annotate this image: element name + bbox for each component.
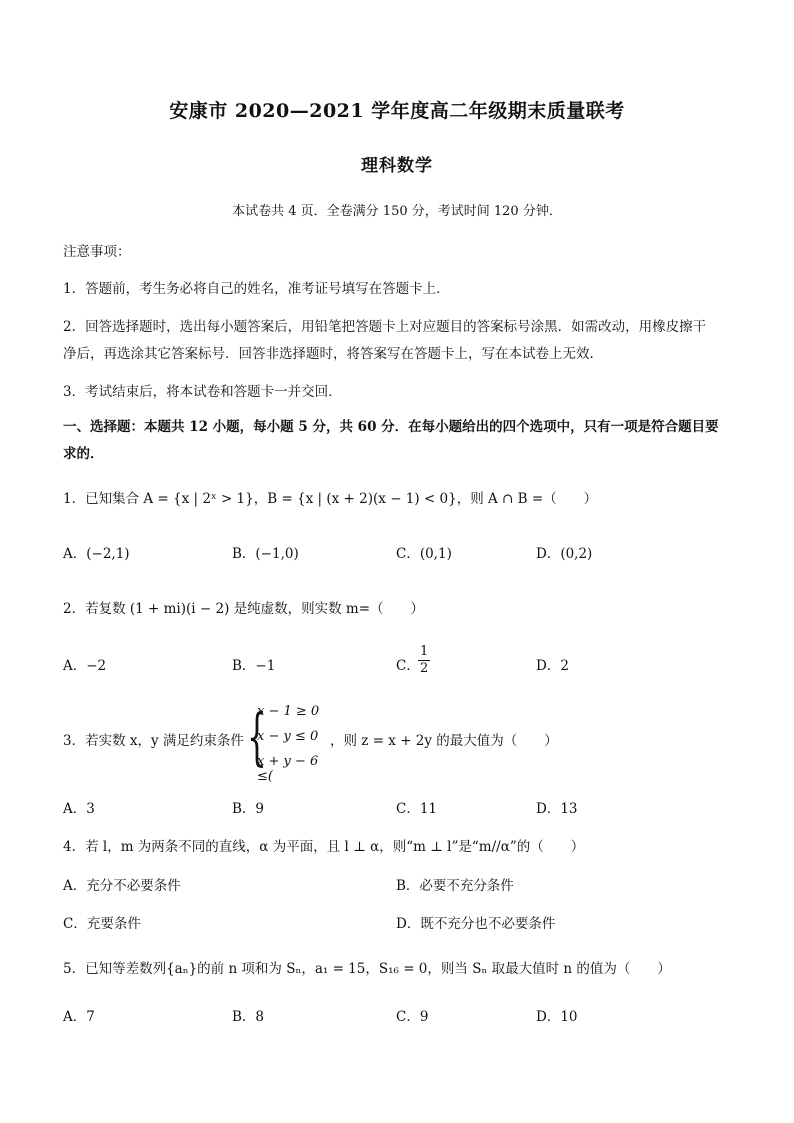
question-5-option-c: C．9 — [396, 1009, 429, 1025]
question-3-option-b: B．9 — [232, 801, 265, 817]
question-3-option-a: A．3 — [63, 801, 95, 817]
question-3-option-d: D．13 — [536, 801, 578, 817]
fraction-numerator: 1 — [420, 644, 429, 659]
exam-info: 本试卷共 4 页．全卷满分 150 分，考试时间 120 分钟． — [232, 204, 562, 219]
question-3-prefix: 3．若实数 x，y 满足约束条件 — [63, 733, 244, 749]
section-heading-line-2: 求的． — [63, 446, 104, 462]
question-4-option-d: D．既不充分也不必要条件 — [396, 916, 556, 932]
question-2-option-a: A．−2 — [63, 658, 107, 674]
question-3-option-c: C．11 — [396, 801, 438, 817]
question-3-suffix: ，则 z = x + 2y 的最大值为（ ） — [330, 733, 558, 749]
question-2-option-d: D．2 — [536, 658, 569, 674]
question-1-option-c: C．(0,1) — [396, 546, 452, 562]
notes-item-3: 3．考试结束后，将本试卷和答题卡一并交回． — [63, 384, 342, 400]
exam-title: 安康市 2020—2021 学年度高二年级期末质量联考 — [169, 100, 625, 122]
fraction-denominator: 2 — [420, 661, 429, 676]
question-1-option-a: A．(−2,1) — [63, 546, 130, 562]
constraint-1: x − 1 ≥ 0 — [257, 704, 320, 719]
constraint-system — [247, 698, 327, 784]
notes-item-1: 1．答题前，考生务必将自己的姓名，准考证号填写在答题卡上． — [63, 281, 450, 297]
question-5-option-a: A．7 — [63, 1009, 95, 1025]
question-2-option-c-fraction — [418, 644, 430, 677]
question-1-option-d: D．(0,2) — [536, 546, 593, 562]
question-5-option-b: B．8 — [232, 1009, 265, 1025]
notes-item-2-line-1: 2．回答选择题时，选出每小题答案后，用铅笔把答题卡上对应题目的答案标号涂黑．如需改动，用橡皮擦干 — [63, 319, 707, 335]
question-2-option-c: C． — [396, 658, 420, 674]
question-4-option-c: C．充要条件 — [63, 916, 141, 932]
exam-subject: 理科数学 — [361, 156, 433, 176]
question-5-stem: 5．已知等差数列{aₙ}的前 n 项和为 Sₙ，a₁ = 15，S₁₆ = 0，则当 Sₙ 取最大值时 n 的值为（ ） — [63, 961, 671, 977]
question-2-stem: 2．若复数 (1 + mi)(i − 2) 是纯虚数，则实数 m=（ ） — [63, 601, 425, 617]
left-brace-icon: { — [247, 700, 267, 773]
constraint-3: x + y − 6 ≤( — [257, 754, 319, 784]
question-4-option-a: A．充分不必要条件 — [63, 878, 181, 894]
notes-heading: 注意事项： — [63, 244, 131, 260]
question-4-stem: 4．若 l，m 为两条不同的直线，α 为平面，且 l ⊥ α，则“m ⊥ l”是“m//α”的（ ） — [63, 839, 585, 855]
question-1-option-b: B．(−1,0) — [232, 546, 299, 562]
constraint-2: x − y ≤ 0 — [257, 729, 319, 744]
question-4-option-b: B．必要不充分条件 — [396, 878, 514, 894]
question-2-option-b: B．−1 — [232, 658, 276, 674]
question-5-option-d: D．10 — [536, 1009, 578, 1025]
notes-item-2-line-2: 净后，再选涂其它答案标号．回答非选择题时，将答案写在答题卡上，写在本试卷上无效． — [63, 346, 603, 362]
question-1-stem: 1．已知集合 A = {x | 2ˣ > 1}，B = {x | (x + 2)(x − 1) < 0}，则 A ∩ B =（ ） — [63, 491, 598, 507]
section-heading-line-1: 一、选择题：本题共 12 小题，每小题 5 分，共 60 分．在每小题给出的四个选项中，只有一项是符合题目要 — [63, 419, 719, 435]
